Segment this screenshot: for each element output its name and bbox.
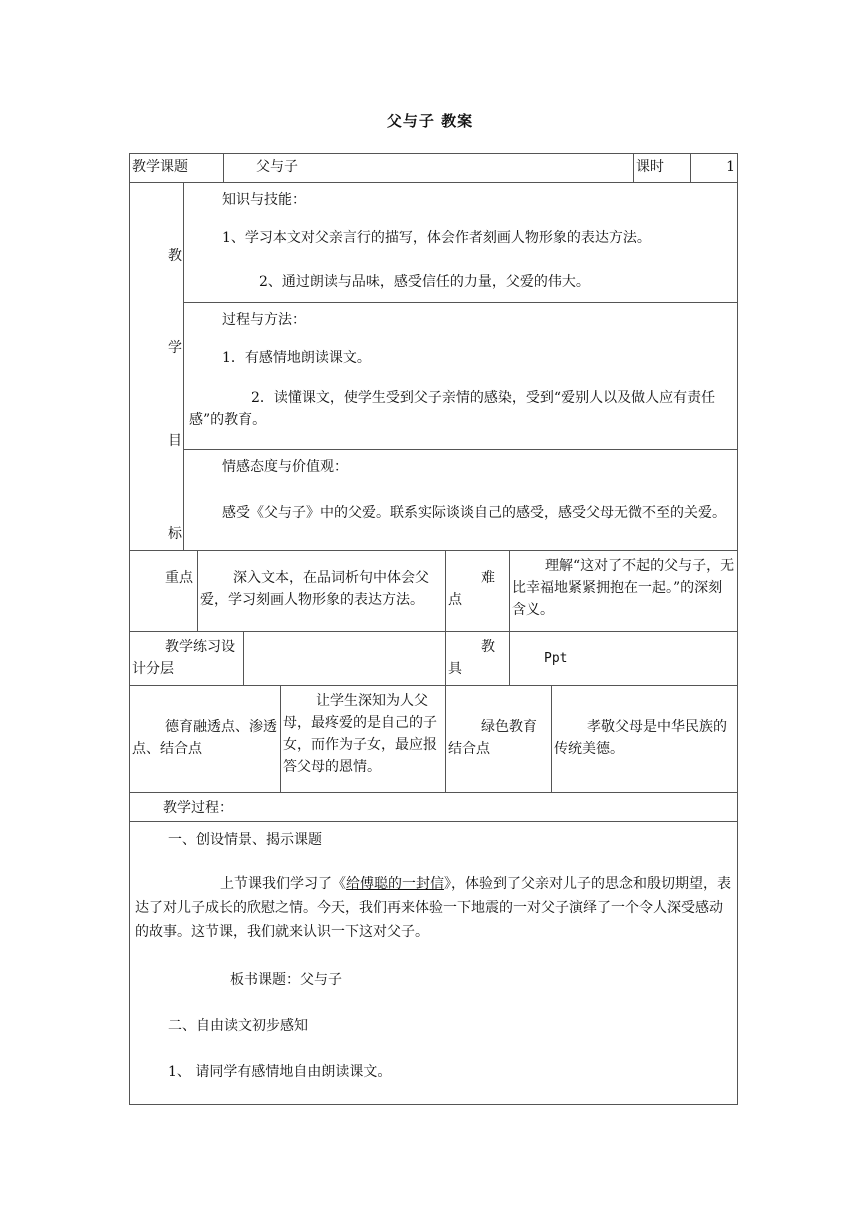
goals-vertical-label bbox=[130, 183, 183, 550]
knowledge-item-2: 2、通过朗读与品味，感受信任的力量，父爱的伟大。 bbox=[259, 274, 590, 290]
knowledge-item-1: 1、学习本文对父亲言行的描写，体会作者刻画人物形象的表达方法。 bbox=[222, 230, 651, 246]
teaching-goals-row bbox=[130, 182, 737, 550]
step-1: 1、 请同学有感情地自由朗读课文。 bbox=[168, 1064, 392, 1080]
topic-label: 教学课题 bbox=[132, 159, 188, 175]
practice-row bbox=[130, 631, 737, 685]
focus-label: 重点 bbox=[165, 570, 193, 586]
focus-text: 深入文本，在品词析句中体会父爱，学习刻画人物形象的表达方法。 bbox=[197, 551, 445, 631]
board-title: 板书课题：父与子 bbox=[230, 972, 342, 988]
emotion-section bbox=[184, 449, 737, 550]
moral-label: 德育融透点、渗透点、结合点 bbox=[132, 719, 277, 757]
tools-value: Ppt bbox=[509, 632, 737, 685]
goals-body bbox=[183, 183, 737, 550]
moral-education-row bbox=[130, 685, 737, 792]
process-heading-row bbox=[130, 792, 737, 821]
topic-value: 父与子 bbox=[223, 154, 633, 182]
section-1-heading: 一、创设情景、揭示课题 bbox=[168, 832, 322, 848]
process-body-row bbox=[130, 821, 737, 1104]
practice-label: 教学练习设计分层 bbox=[132, 639, 235, 677]
topic-row bbox=[130, 154, 737, 182]
hours-label: 课时 bbox=[633, 154, 690, 182]
goals-char-2: 学 bbox=[168, 340, 182, 356]
intro-text-pre: 上节课我们学习了《 bbox=[220, 876, 346, 892]
difficulty-label: 难点 bbox=[445, 551, 509, 631]
intro-paragraph bbox=[135, 872, 734, 944]
process-body bbox=[130, 822, 737, 1104]
goals-char-1: 教 bbox=[168, 248, 182, 264]
section-2-heading: 二、自由读文初步感知 bbox=[168, 1018, 308, 1034]
process-heading: 过程与方法： bbox=[222, 312, 306, 328]
green-education-label: 绿色教育结合点 bbox=[445, 686, 551, 792]
goals-char-4: 标 bbox=[168, 526, 182, 542]
goals-char-3: 目 bbox=[168, 433, 182, 449]
process-item-1: 1．有感情地朗读课文。 bbox=[222, 350, 371, 366]
lesson-plan-table bbox=[129, 153, 738, 1105]
process-heading: 教学过程： bbox=[163, 800, 233, 816]
knowledge-section bbox=[184, 183, 737, 302]
process-section bbox=[184, 302, 737, 449]
emotion-text: 感受《父与子》中的父爱。联系实际谈谈自己的感受，感受父母无微不至的关爱。 bbox=[222, 505, 726, 521]
intro-text-post: 》，体验到了父亲对儿子的思念和殷切期望，表达了对儿子成长的欣慰之情。今天，我们再来体验一下地震的一对父子演绎了一个令人深受感动的故事。这节课，我们就来认识一下这对父子。 bbox=[135, 876, 731, 940]
difficulty-text: 理解“这对了不起的父与子，无比幸福地紧紧拥抱在一起。”的深刻含义。 bbox=[509, 551, 737, 631]
process-item-2: 2．读懂课文，使学生受到父子亲情的感染，受到“爱别人以及做人应有责任感”的教育。 bbox=[189, 390, 716, 428]
knowledge-heading: 知识与技能： bbox=[222, 192, 306, 208]
tools-label: 教具 bbox=[445, 632, 509, 685]
hours-value: 1 bbox=[690, 154, 737, 182]
emotion-heading: 情感态度与价值观： bbox=[222, 459, 348, 475]
key-points-row bbox=[130, 550, 737, 631]
moral-text: 让学生深知为人父母，最疼爱的是自己的子女，而作为子女，最应报答父母的恩情。 bbox=[280, 686, 445, 792]
intro-linked-title: 给傅聪的一封信 bbox=[346, 876, 444, 892]
page-title: 父与子 教案 bbox=[386, 112, 474, 130]
green-education-text: 孝敬父母是中华民族的传统美德。 bbox=[551, 686, 737, 792]
practice-content bbox=[243, 632, 445, 685]
